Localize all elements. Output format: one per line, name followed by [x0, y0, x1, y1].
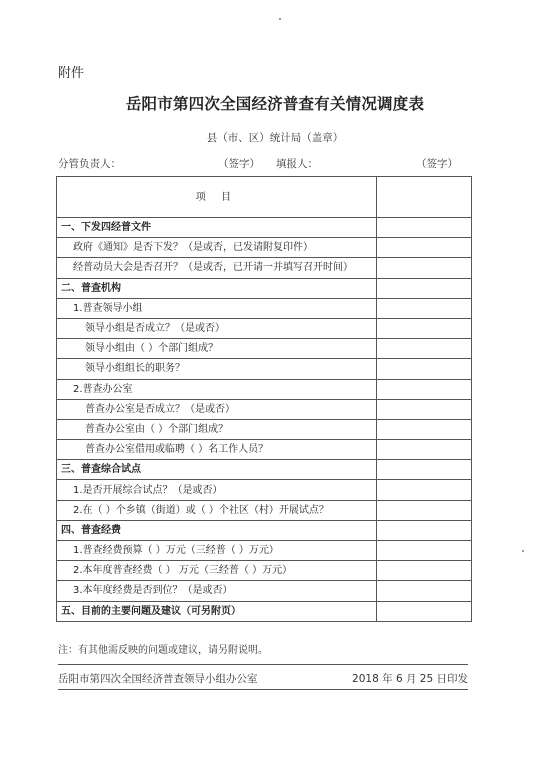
row-value-cell[interactable] — [376, 218, 471, 238]
row-value-cell[interactable] — [376, 541, 471, 561]
row-item-label: 四、普查经费 — [57, 520, 377, 540]
row-item-label: 五、目前的主要问题及建议（可另附页） — [57, 601, 377, 621]
row-value-cell[interactable] — [376, 440, 471, 460]
table-row — [57, 561, 472, 581]
row-item-label: 2.普查办公室 — [57, 379, 377, 399]
table-row — [57, 581, 472, 601]
table-row — [57, 500, 472, 520]
row-item-label: 政府《通知》是否下发？（是或否，已发请附复印件） — [57, 238, 377, 258]
table-header-value — [376, 177, 471, 218]
table-row — [57, 399, 472, 419]
row-value-cell[interactable] — [376, 399, 471, 419]
row-item-label: 1.是否开展综合试点？（是或否） — [57, 480, 377, 500]
table-row — [57, 440, 472, 460]
table-row — [57, 480, 472, 500]
footer-issuer: 岳阳市第四次全国经济普查领导小组办公室 — [58, 673, 258, 685]
row-item-label: 一、下发四经普文件 — [57, 218, 377, 238]
scan-speck — [279, 18, 281, 20]
row-value-cell[interactable] — [376, 238, 471, 258]
row-value-cell[interactable] — [376, 419, 471, 439]
table-row — [57, 359, 472, 379]
footer-date: 2018 年 6 月 25 日印发 — [352, 673, 468, 685]
row-value-cell[interactable] — [376, 601, 471, 621]
footer-top-rule — [58, 664, 468, 665]
row-item-label: 领导小组是否成立？（是或否） — [57, 318, 377, 338]
row-item-label: 3.本年度经费是否到位？（是或否） — [57, 581, 377, 601]
table-header-item: 项 目 — [57, 177, 377, 218]
attachment-label: 附件 — [58, 66, 85, 81]
footnote: 注：有其他需反映的问题或建议，请另附说明。 — [58, 645, 268, 656]
table-row — [57, 520, 472, 540]
row-value-cell[interactable] — [376, 581, 471, 601]
row-item-label: 普查办公室借用或临聘（ ）名工作人员？ — [57, 440, 377, 460]
footer-bottom-rule — [58, 689, 468, 690]
row-value-cell[interactable] — [376, 359, 471, 379]
table-row — [57, 419, 472, 439]
row-item-label: 2.在（ ）个乡镇（街道）或（ ）个社区（村）开展试点？ — [57, 500, 377, 520]
filler-label: 填报人： — [276, 158, 318, 170]
row-value-cell[interactable] — [376, 339, 471, 359]
row-item-label: 经普动员大会是否召开？（是或否，已开请一并填写召开时间） — [57, 258, 377, 278]
table-row — [57, 238, 472, 258]
row-item-label: 领导小组由（ ）个部门组成？ — [57, 339, 377, 359]
row-value-cell[interactable] — [376, 500, 471, 520]
document-title: 岳阳市第四次全国经济普查有关情况调度表 — [125, 95, 425, 113]
row-value-cell[interactable] — [376, 298, 471, 318]
row-value-cell[interactable] — [376, 460, 471, 480]
row-value-cell[interactable] — [376, 561, 471, 581]
supervisor-label: 分管负责人： — [58, 158, 121, 170]
row-item-label: 1.普查经费预算（ ）万元（三经普（ ）万元） — [57, 541, 377, 561]
row-item-label: 领导小组组长的职务？ — [57, 359, 377, 379]
row-item-label: 二、普查机构 — [57, 278, 377, 298]
footer — [58, 671, 468, 686]
row-value-cell[interactable] — [376, 258, 471, 278]
row-value-cell[interactable] — [376, 480, 471, 500]
table-row — [57, 379, 472, 399]
table-row — [57, 460, 472, 480]
table-header-row — [57, 177, 472, 218]
table-row — [57, 258, 472, 278]
document-subtitle: 县（市、区）统计局（盖章） — [206, 132, 344, 144]
survey-table — [56, 176, 472, 622]
table-row — [57, 541, 472, 561]
table-row — [57, 298, 472, 318]
row-value-cell[interactable] — [376, 379, 471, 399]
scan-speck — [522, 550, 524, 552]
table-row — [57, 318, 472, 338]
row-item-label: 三、普查综合试点 — [57, 460, 377, 480]
row-value-cell[interactable] — [376, 520, 471, 540]
table-row — [57, 339, 472, 359]
row-item-label: 普查办公室是否成立？（是或否） — [57, 399, 377, 419]
row-item-label: 1.普查领导小组 — [57, 298, 377, 318]
row-item-label: 普查办公室由（ ）个部门组成？ — [57, 419, 377, 439]
row-item-label: 2.本年度普查经费（ ） 万元（三经普（ ）万元） — [57, 561, 377, 581]
row-value-cell[interactable] — [376, 278, 471, 298]
row-value-cell[interactable] — [376, 318, 471, 338]
filler-sign-label: （签字） — [416, 158, 458, 170]
table-row — [57, 601, 472, 621]
table-row — [57, 278, 472, 298]
table-row — [57, 218, 472, 238]
supervisor-sign-label: （签字） — [218, 158, 260, 170]
